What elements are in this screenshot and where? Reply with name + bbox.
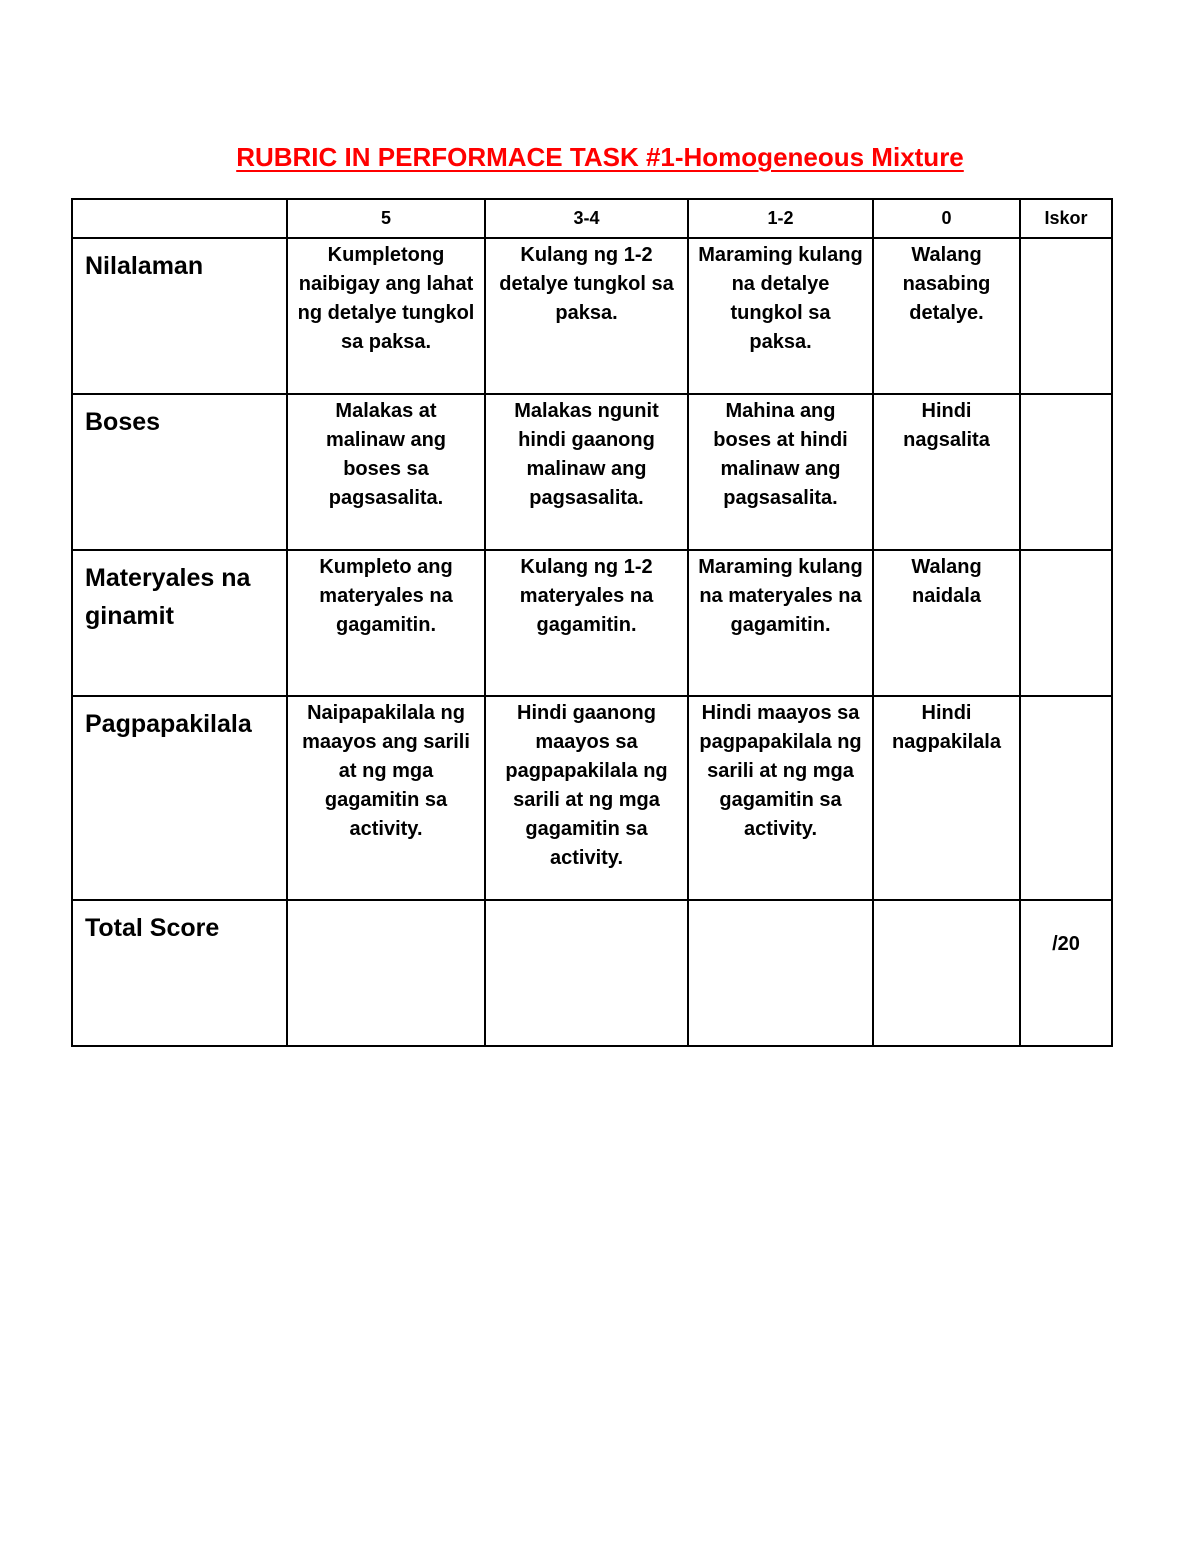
page-title: RUBRIC IN PERFORMACE TASK #1-Homogeneous Mixture bbox=[236, 142, 964, 172]
rubric-table bbox=[71, 198, 1113, 1047]
total-score-value: /20 bbox=[1020, 900, 1112, 1046]
empty-cell bbox=[688, 900, 873, 1046]
score-cell bbox=[1020, 394, 1112, 550]
header-level-3-4: 3-4 bbox=[485, 199, 688, 238]
empty-cell bbox=[287, 900, 485, 1046]
level-cell: Hindi maayos sa pagpapakilala ng sarili at ng mga gagamitin sa activity. bbox=[688, 696, 873, 900]
level-cell: Hindi gaanong maayos sa pagpapakilala ng sarili at ng mga gagamitin sa activity. bbox=[485, 696, 688, 900]
level-cell: Maraming kulang na materyales na gagamitin. bbox=[688, 550, 873, 696]
header-level-1-2: 1-2 bbox=[688, 199, 873, 238]
level-cell: Kulang ng 1-2 detalye tungkol sa paksa. bbox=[485, 238, 688, 394]
level-cell: Hindi nagsalita bbox=[873, 394, 1020, 550]
table-row bbox=[72, 394, 1112, 550]
level-cell: Malakas at malinaw ang boses sa pagsasalita. bbox=[287, 394, 485, 550]
table-row bbox=[72, 238, 1112, 394]
level-cell: Malakas ngunit hindi gaanong malinaw ang pagsasalita. bbox=[485, 394, 688, 550]
criterion-boses: Boses bbox=[72, 394, 287, 550]
score-cell bbox=[1020, 550, 1112, 696]
table-row bbox=[72, 696, 1112, 900]
total-row bbox=[72, 900, 1112, 1046]
empty-cell bbox=[873, 900, 1020, 1046]
header-level-5: 5 bbox=[287, 199, 485, 238]
level-cell: Naipapakilala ng maayos ang sarili at ng mga gagamitin sa activity. bbox=[287, 696, 485, 900]
empty-cell bbox=[485, 900, 688, 1046]
level-cell: Walang nasabing detalye. bbox=[873, 238, 1020, 394]
level-cell: Kumpletong naibigay ang lahat ng detalye tungkol sa paksa. bbox=[287, 238, 485, 394]
level-cell: Kulang ng 1-2 materyales na gagamitin. bbox=[485, 550, 688, 696]
header-criterion bbox=[72, 199, 287, 238]
level-cell: Walang naidala bbox=[873, 550, 1020, 696]
header-row bbox=[72, 199, 1112, 238]
score-cell bbox=[1020, 696, 1112, 900]
level-cell: Kumpleto ang materyales na gagamitin. bbox=[287, 550, 485, 696]
level-cell: Hindi nagpakilala bbox=[873, 696, 1020, 900]
table-row bbox=[72, 550, 1112, 696]
header-iskor: Iskor bbox=[1020, 199, 1112, 238]
criterion-nilalaman: Nilalaman bbox=[72, 238, 287, 394]
criterion-pagpapakilala: Pagpapakilala bbox=[72, 696, 287, 900]
level-cell: Maraming kulang na detalye tungkol sa paksa. bbox=[688, 238, 873, 394]
criterion-materyales: Materyales na ginamit bbox=[72, 550, 287, 696]
header-level-0: 0 bbox=[873, 199, 1020, 238]
level-cell: Mahina ang boses at hindi malinaw ang pagsasalita. bbox=[688, 394, 873, 550]
score-cell bbox=[1020, 238, 1112, 394]
total-score-label: Total Score bbox=[72, 900, 287, 1046]
